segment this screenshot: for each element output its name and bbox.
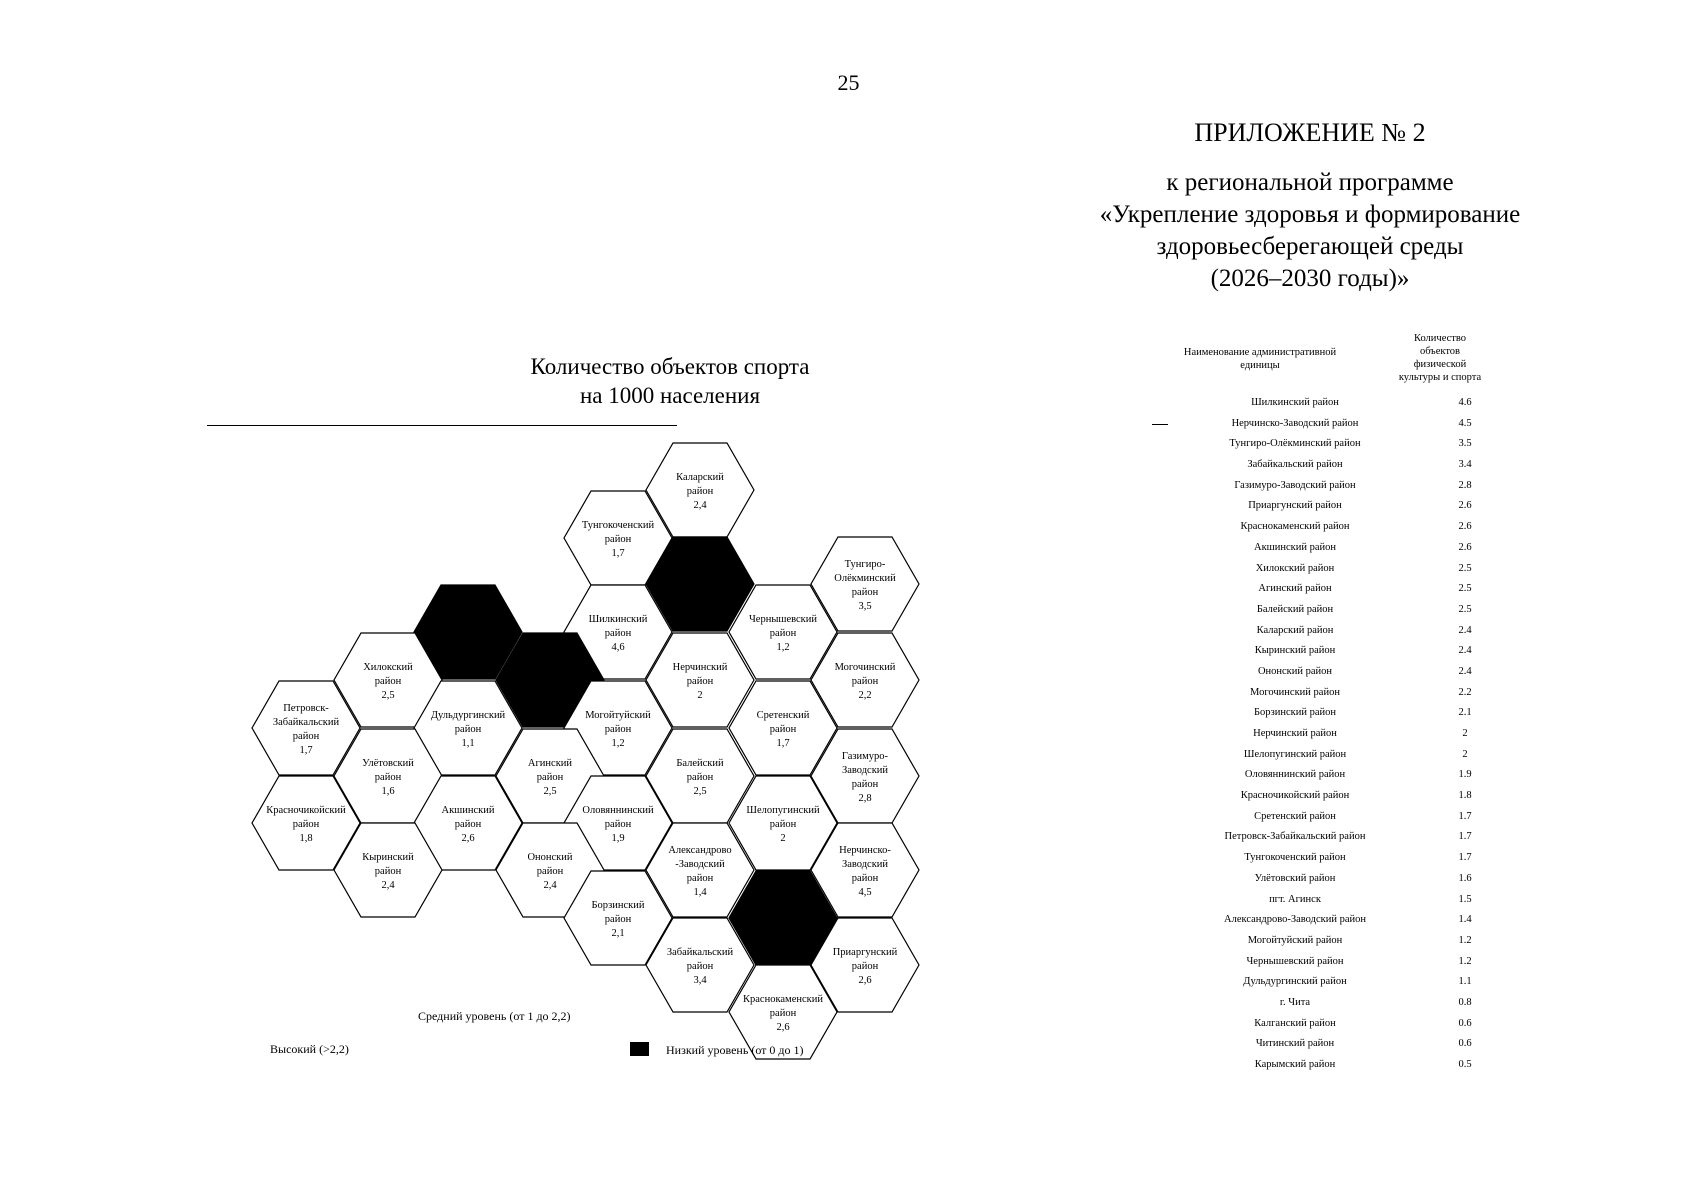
row-value: 1.7 (1458, 810, 1472, 822)
row-value: 2.4 (1458, 665, 1472, 677)
table-row (1150, 580, 1530, 601)
hex-label: Ононский (527, 852, 573, 863)
legend (270, 1009, 804, 1057)
row-value: 1.6 (1458, 872, 1472, 884)
appendix-subtitle-line: к региональной программе (1166, 169, 1454, 196)
hex-label: 4,6 (611, 642, 625, 653)
row-value: 1.5 (1458, 893, 1472, 905)
hex-label: 2,5 (381, 690, 395, 701)
row-name: Кыринский район (1254, 645, 1336, 657)
row-value: 1.8 (1458, 790, 1472, 802)
page-number: 25 (837, 70, 860, 95)
row-name: Нерчинско-Заводский район (1231, 417, 1359, 429)
hex-label: 1,6 (381, 786, 395, 797)
row-value: 0.6 (1458, 1017, 1472, 1029)
hex-label: район (769, 819, 797, 830)
hex-label: 3,4 (693, 975, 707, 986)
header-count-line: объектов (1419, 346, 1461, 357)
table-row (1150, 622, 1530, 643)
row-value: 2.5 (1458, 562, 1472, 574)
row-name: Газимуро-Заводский район (1234, 479, 1356, 491)
row-value: 2.5 (1458, 583, 1472, 595)
table-row (1150, 725, 1530, 746)
hex-label: 4,5 (858, 887, 872, 898)
hex-label: Нерчинский (672, 662, 728, 673)
table-row (1150, 415, 1530, 436)
row-value: 0.8 (1458, 996, 1472, 1008)
appendix-title: ПРИЛОЖЕНИЕ № 2 (1194, 118, 1426, 147)
row-name: Приаргунский район (1248, 500, 1342, 512)
hex-label: 2,4 (381, 880, 395, 891)
hex-label: Приаргунский (832, 947, 898, 958)
header-name (1160, 346, 1360, 372)
hex-label: Краснокаменский (743, 994, 823, 1005)
hex-label: район (686, 772, 714, 783)
appendix-subtitle-line: «Укрепление здоровья и формирование (1099, 201, 1521, 228)
row-value: 2.4 (1458, 645, 1472, 657)
row-name: г. Чита (1279, 996, 1311, 1008)
header-count-line: физической (1413, 359, 1467, 370)
row-name: Каларский район (1256, 624, 1334, 636)
row-value: 1.7 (1458, 852, 1472, 864)
hex-label: район (604, 534, 632, 545)
row-name: Борзинский район (1253, 707, 1337, 719)
hex-label: Агинский (527, 758, 573, 769)
hex-layer (252, 443, 919, 1059)
hex-label: Хилокский (363, 662, 413, 673)
row-name: Чернышевский район (1246, 955, 1344, 967)
row-name: Забайкальский район (1247, 459, 1343, 471)
table-row (1150, 808, 1530, 829)
table-row (1150, 828, 1530, 849)
hex-label: Тунгокоченский (581, 520, 655, 531)
hex-label: 2,4 (543, 880, 557, 891)
hex-label: Забайкальский (272, 717, 340, 728)
hex-label: Заводский (841, 765, 889, 776)
table-row (1150, 1056, 1530, 1077)
row-name: Ононский район (1257, 665, 1333, 677)
row-name: Нерчинский район (1253, 728, 1337, 739)
row-value: 1.1 (1458, 976, 1472, 988)
hex-label: район (769, 628, 797, 639)
hex-label: Могойтуйский (585, 710, 651, 721)
hex-label: район (851, 587, 879, 598)
hex-label: Шелопугинский (746, 805, 820, 816)
hex-label: 2,2 (858, 690, 872, 701)
appendix-subtitle-line: (2026–2030 годы)» (1210, 265, 1410, 292)
table-row (1150, 870, 1530, 891)
row-value: 2 (1462, 748, 1468, 760)
hex-label: Каларский (676, 472, 724, 483)
row-name: Акшинский район (1253, 541, 1337, 553)
table-row (1150, 684, 1530, 705)
row-name: Калганский район (1254, 1017, 1336, 1029)
row-name: Карымский район (1254, 1059, 1336, 1070)
table-row (1150, 1035, 1530, 1056)
hex-label: 2,5 (543, 786, 557, 797)
hex-label: Могочинский (834, 662, 896, 673)
row-value: 1.2 (1458, 934, 1472, 946)
hex-label: Чернышевский (748, 614, 818, 625)
hex-label: Улётовский (362, 758, 414, 769)
hex-label: район (686, 676, 714, 687)
row-name: Александрово-Заводский район (1224, 914, 1366, 926)
hex-label: 2 (780, 833, 786, 844)
hex-label: Олёкминский (834, 573, 896, 584)
row-name: Красночикойский район (1240, 790, 1350, 802)
hex-label: 2,6 (858, 975, 872, 986)
row-name: Краснокаменский район (1240, 521, 1350, 533)
hex-label: район (454, 819, 482, 830)
table-row (1150, 601, 1530, 622)
table-row (1150, 932, 1530, 953)
row-name: Дульдургинский район (1243, 976, 1347, 988)
table-row (1150, 477, 1530, 498)
hex-label: район (604, 914, 632, 925)
table-row (1150, 994, 1530, 1015)
hex-label: район (851, 676, 879, 687)
hex-label: 1,7 (776, 738, 790, 749)
hex-label: -Заводский (675, 859, 725, 870)
row-value: 2.4 (1458, 624, 1472, 636)
hex-label: район (686, 873, 714, 884)
hex-label: 3,5 (858, 601, 872, 612)
hex-label: Шилкинский (588, 614, 648, 625)
appendix-subtitle-line: здоровьесберегающей среды (1156, 233, 1464, 260)
hex-label: Борзинский (591, 900, 645, 911)
table-row (1150, 704, 1530, 725)
row-name: Шелопугинский район (1243, 748, 1347, 760)
table-row (1150, 539, 1530, 560)
hex-label: район (604, 819, 632, 830)
row-name: Хилокский район (1255, 562, 1335, 574)
hex-label: Нерчинско- (839, 845, 891, 856)
header-count-line: культуры и спорта (1398, 372, 1482, 383)
hex-label: район (686, 486, 714, 497)
row-value: 2.8 (1458, 479, 1472, 491)
hex-label: 1,7 (299, 745, 313, 756)
table-body (1150, 394, 1530, 1077)
row-value: 2.6 (1458, 521, 1472, 533)
hex-label: район (374, 772, 402, 783)
table-row (1150, 456, 1530, 477)
row-value: 1.7 (1458, 831, 1472, 843)
hex-label: Красночикойский (266, 805, 346, 816)
header-name-line: Наименование административной (1183, 347, 1337, 358)
hex-label: 1,9 (611, 833, 625, 844)
legend-low: Низкий уровень (от 0 до 1) (666, 1043, 804, 1057)
table-row (1150, 766, 1530, 787)
hex-label: 2,5 (693, 786, 707, 797)
hex-label: 1,1 (461, 738, 475, 749)
hex-label: район (374, 676, 402, 687)
table-row (1150, 849, 1530, 870)
row-name: Тунгокоченский район (1244, 852, 1346, 864)
hex-label: 1,4 (693, 887, 707, 898)
hex-label: Газимуро- (841, 751, 889, 762)
header-name-line: единицы (1240, 360, 1280, 371)
hex-label: Забайкальский (666, 947, 734, 958)
hex-label: Петровск- (283, 703, 329, 714)
table-row (1150, 518, 1530, 539)
hex-label: Тунгиро- (844, 559, 886, 570)
chart-title-line: на 1000 населения (579, 383, 761, 408)
row-name: Шилкинский район (1251, 397, 1339, 408)
row-value: 2.6 (1458, 500, 1472, 512)
hex-label: район (769, 724, 797, 735)
hex-label: Кыринский (362, 852, 414, 863)
table-row (1150, 911, 1530, 932)
table-row (1150, 746, 1530, 767)
row-name: Тунгиро-Олёкминский район (1229, 438, 1361, 450)
legend-high: Высокий (>2,2) (270, 1042, 349, 1056)
legend-medium: Средний уровень (от 1 до 2,2) (418, 1009, 571, 1023)
hex-label: район (454, 724, 482, 735)
table-row (1150, 787, 1530, 808)
row-name: Могойтуйский район (1247, 934, 1343, 946)
row-name: пгт. Агинск (1269, 893, 1321, 905)
row-name: Улётовский район (1254, 872, 1336, 884)
ranking-table (1150, 328, 1530, 1077)
hex-label: район (604, 628, 632, 639)
row-name: Сретенский район (1254, 810, 1336, 822)
hex-label: 1,7 (611, 548, 625, 559)
table-row (1150, 663, 1530, 684)
table-row (1150, 642, 1530, 663)
table-row (1150, 953, 1530, 974)
hex-label: 2,6 (461, 833, 475, 844)
row-value: 2.6 (1458, 541, 1472, 553)
hex-label: район (769, 1008, 797, 1019)
hex-label: район (374, 866, 402, 877)
row-name: Могочинский район (1250, 686, 1340, 698)
row-value: 4.6 (1458, 397, 1472, 408)
table-row (1150, 973, 1530, 994)
hex-label: район (536, 772, 564, 783)
legend-low-swatch (630, 1042, 649, 1056)
row-value: 1.2 (1458, 955, 1472, 967)
hex-label: Дульдургинский (430, 710, 506, 721)
header-count-line: Количество (1413, 333, 1467, 344)
hex-label: район (851, 873, 879, 884)
header-count (1380, 332, 1500, 384)
chart-title-line: Количество объектов спорта (530, 354, 810, 379)
hex-label: 1,2 (611, 738, 625, 749)
row-value: 2 (1462, 728, 1468, 739)
hex-label: 2,6 (776, 1022, 790, 1033)
hex-label: 2,8 (858, 793, 872, 804)
hex-label: район (851, 961, 879, 972)
table-row (1150, 1015, 1530, 1036)
row-value: 3.5 (1458, 438, 1472, 450)
row-name: Оловяннинский район (1244, 769, 1346, 781)
row-value: 1.4 (1458, 914, 1472, 926)
hex-label: 2,1 (611, 928, 625, 939)
hex-label: 2 (697, 690, 703, 701)
row-value: 1.9 (1458, 769, 1472, 781)
row-name: Петровск-Забайкальский район (1224, 831, 1366, 843)
table-row (1150, 497, 1530, 518)
row-name: Читинский район (1255, 1038, 1335, 1050)
row-value: 0.6 (1458, 1038, 1472, 1050)
hex-label: Сретенский (756, 710, 810, 721)
hex-label: Александрово (668, 845, 732, 856)
table-header (1150, 328, 1530, 394)
table-row (1150, 560, 1530, 581)
row-value: 4.5 (1458, 417, 1472, 429)
row-value: 3.4 (1458, 459, 1472, 471)
hex-label: район (686, 961, 714, 972)
hex-label: 2,4 (693, 500, 707, 511)
row-name: Балейский район (1256, 603, 1334, 615)
hex-label: район (851, 779, 879, 790)
hex-label: 1,2 (776, 642, 790, 653)
hex-label: район (536, 866, 564, 877)
row-value: 0.5 (1458, 1059, 1472, 1070)
hex-label: 1,8 (299, 833, 313, 844)
hex-label: район (292, 819, 320, 830)
hex-label: район (604, 724, 632, 735)
row-value: 2.2 (1458, 686, 1472, 698)
table-row (1150, 435, 1530, 456)
hex-label: Акшинский (441, 805, 495, 816)
row-name: Агинский район (1258, 583, 1332, 595)
hex-label: Заводский (841, 859, 889, 870)
table-row (1150, 394, 1530, 415)
row-value: 2.1 (1458, 707, 1472, 719)
hex-label: район (292, 731, 320, 742)
hex-label: Балейский (676, 758, 724, 769)
hex-label: Оловяннинский (582, 805, 654, 816)
row-value: 2.5 (1458, 603, 1472, 615)
table-row (1150, 891, 1530, 912)
